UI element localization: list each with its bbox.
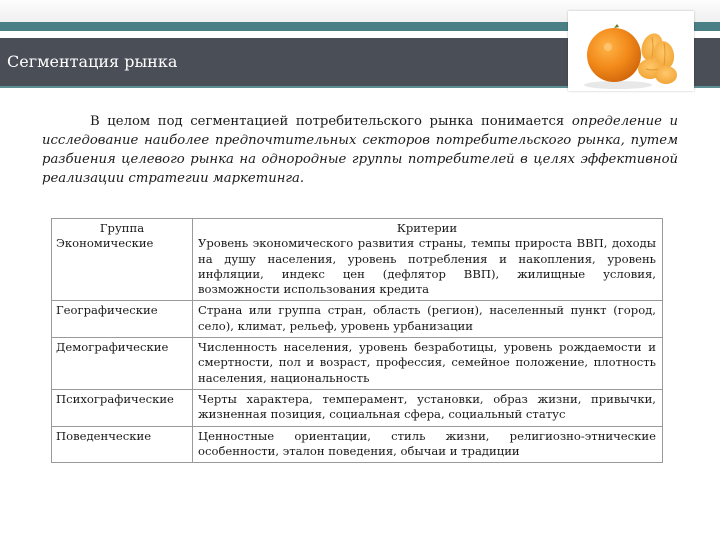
table-row — [52, 301, 663, 338]
criteria-text: Страна или группа стран, область (регион), населенный пункт (город, село), климат, рельеф, уровень урбанизации — [193, 301, 663, 338]
tangerine-image — [568, 11, 694, 91]
table-row — [52, 426, 663, 463]
criteria-text: Численность населения, уровень безработицы, уровень рождаемости и смертности, пол и возраст, профессия, семейное положение, плотность населения, национальность — [193, 338, 663, 390]
table-row — [52, 219, 663, 301]
table-row — [52, 389, 663, 426]
segmentation-table — [51, 218, 663, 463]
criteria-text: Уровень экономического развития страны, темпы прироста ВВП, доходы на душу населения, уровень потребления и накопления, уровень инфляции, индекс цен (дефлятор ВВП), жилищные условия, возможности использования кредита — [198, 236, 656, 297]
intro-emphasis-text: определение и исследование наиболее предпочтительных секторов потребительского рынка, путем разбиения целевого рынка на однородные группы потребителей в целях эффективной реализации стратегии маркетинга. — [42, 114, 678, 186]
slide-title: Сегментация рынка — [7, 52, 178, 71]
intro-paragraph — [42, 112, 678, 188]
group-name: Экономические — [56, 236, 154, 251]
table-cell-group — [52, 219, 193, 301]
tangerine-icon — [568, 11, 694, 91]
table-row — [52, 338, 663, 390]
group-name: Поведенческие — [52, 426, 193, 463]
group-name: Демографические — [52, 338, 193, 390]
table-cell-criteria — [193, 219, 663, 301]
group-name: Географические — [52, 301, 193, 338]
group-name: Психографические — [52, 389, 193, 426]
header-criteria: Критерии — [396, 221, 458, 235]
header-group: Группа — [99, 221, 145, 235]
criteria-text: Ценностные ориентации, стиль жизни, религиозно-этнические особенности, эталон поведения, обычаи и традиции — [193, 426, 663, 463]
criteria-text: Черты характера, темперамент, установки, образ жизни, привычки, жизненная позиция, социальная сфера, социальный статус — [193, 389, 663, 426]
intro-plain-text: В целом под сегментацией потребительского рынка понимается — [90, 114, 572, 129]
